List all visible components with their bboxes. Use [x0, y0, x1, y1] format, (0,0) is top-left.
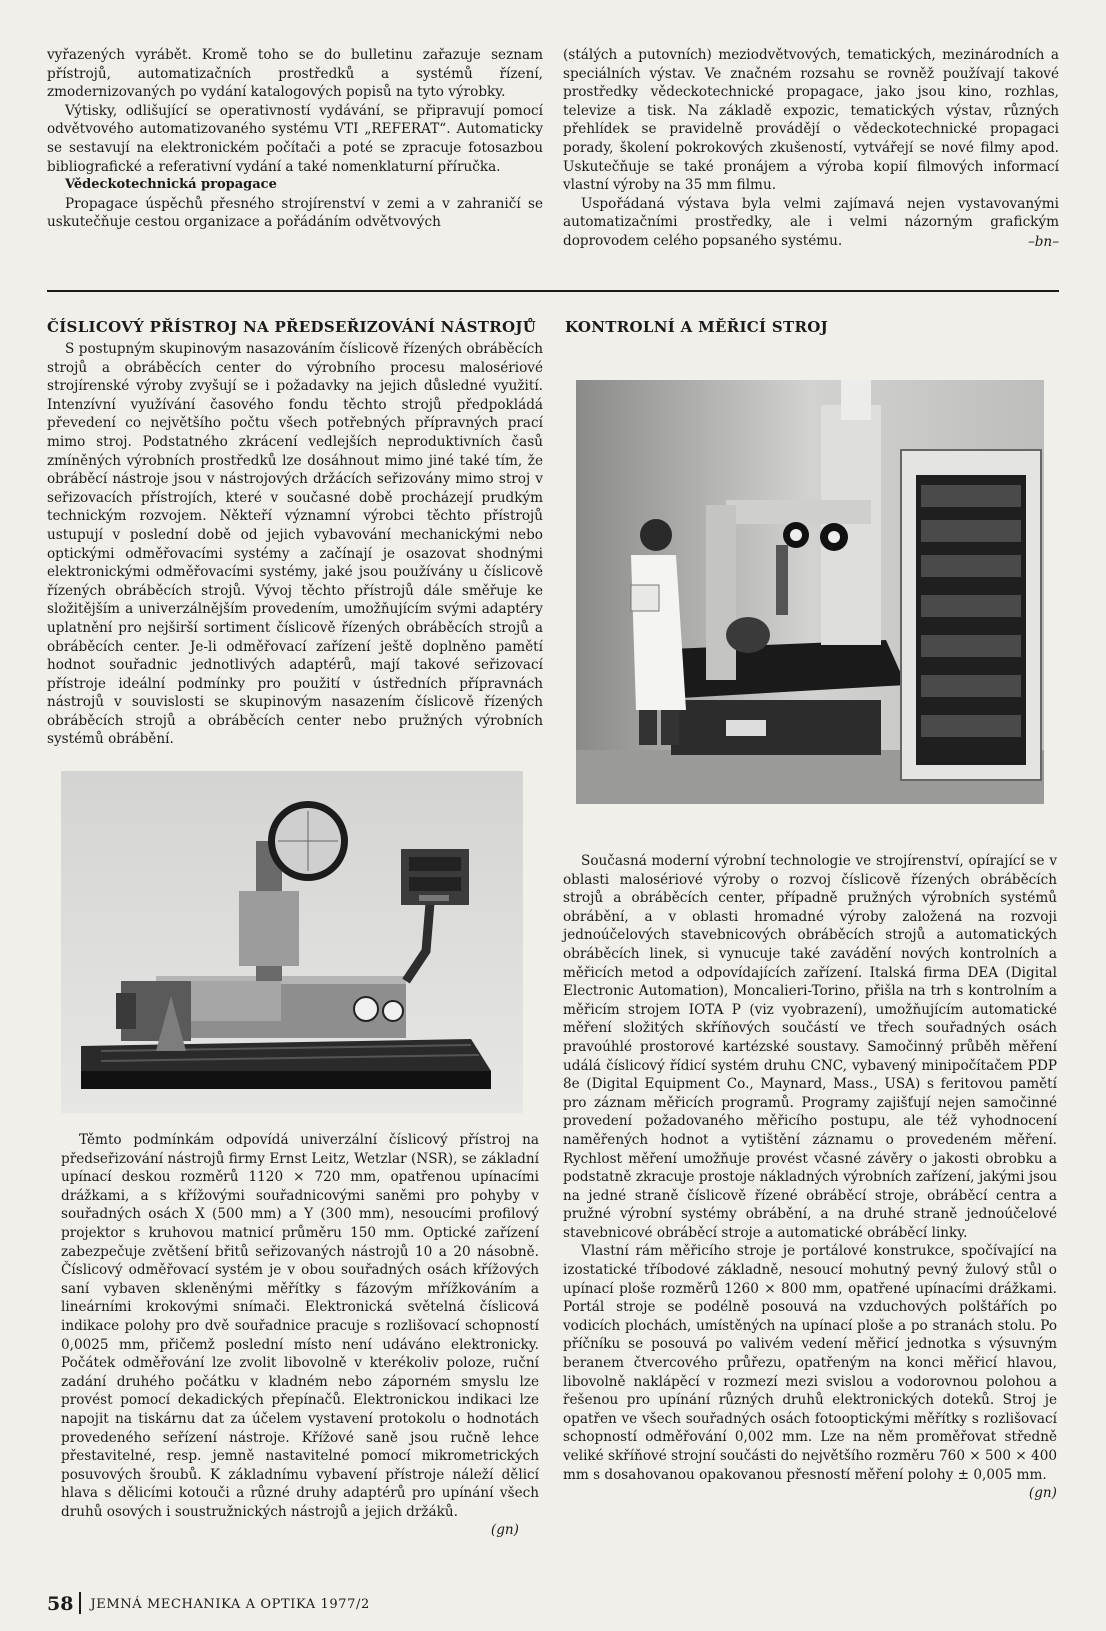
- article-title-right: KONTROLNÍ A MĚŘICÍ STROJ: [565, 318, 828, 336]
- paragraph: Uspořádaná výstava byla velmi zajímavá nejen vystavovanými automatizačními prostředky, ale i velmi názorným grafickým doprovodem celého popsaného systému.: [563, 195, 1059, 249]
- paragraph: Vlastní rám měřicího stroje je portálové konstrukce, spočívající na izostatické tříbodové základně, nesoucí mohutný pevný žulový stůl o upínací ploše rozměrů 1260 × 800 mm, opatřené upínacími drážkami. Portál stroje se podélně posouvá na vzduchových polštářích po vodicích plochách, umístěných na upínací ploše a po stranách stolu. Po příčníku se posouvá po valivém vedení měřicí jednotka s výsuvným beranem čtvercového průřezu, opatřeným na konci měřicí hlavou, libovolně naklápěcí v rozmezí mezi svislou a vodorovnou polohou a řešenou pro upínání různých druhů elektronických doteků. Stroj je opatřen ve všech souřadných osách fotooptickými měřítky s rozlišovací schopností odměřování 0,002 mm. Lze na něm proměřovat středně veliké skříňové strojní součásti do největšího rozměru 760 × 500 × 400 mm s dosahovanou opakovanou přesností měření polohy ± 0,005 mm.: [563, 1243, 1057, 1483]
- tool-presetter-image: [61, 771, 523, 1113]
- paragraph: Těmto podmínkám odpovídá univerzální číslicový přístroj na předseřizování nástrojů firmy Ernst Leitz, Wetzlar (NSR), se základní upínací deskou rozměrů 1120 × 720 mm, opatřenou upínacími drážkami, a s křížovými souřadnicovými saněmi pro pohyby v souřadných osách X (500 mm) a Y (300 mm), nesoucími profilový projektor s kruhovou matnicí průměru 150 mm. Optické zařízení zabezpečuje zvětšení břitů seřizovaných nástrojů 10 a 20 násobně. Číslicový odměřovací systém je v obou souřadných osách křížových saní vybaven skleněnými měřítky s fázovým mřížkováním a lineárními krokovými snímači. Elektronická světelná číslicová indikace polohy pro dvě souřadnice pracuje s rozlišovací schopností 0,0025 mm, přičemž poslední místo není udáváno elektronicky. Počátek odměřování lze zvolit libovolně v kterékoliv poloze, ruční zadání druhého počátku v kladném nebo záporném smyslu lze provést pomocí dekadických přepínačů. Elektronickou indikaci lze napojit na tiskárnu dat za účelem vystavení protokolu o hodnotách provedeného seřízení nástroje. Křížové saně jsou ručně lehce přestavitelné, resp. jemně nastavitelné pomocí mikrometrických posuvových šroubů. K základnímu vybavení přístroje náleží dělicí hlava s dělicími kotouči a různé druhy adaptérů pro upínání všech druhů osových i soustružnických nástrojů a jejich držáků.: [61, 1132, 539, 1520]
- left-article-body: [61, 1131, 539, 1540]
- footer-divider: [79, 1592, 81, 1614]
- paragraph: Současná moderní výrobní technologie ve strojírenství, opírající se v oblasti malosériové výroby o rozvoj číslicově řízených obráběcích strojů a obráběcích center, případně pružných výrobních systémů obrábění, a v oblasti hromadné výroby založená na rozvoji jednoúčelových stavebnicových obráběcích strojů a automatických obráběcích linek, si vynucuje také zavádění nových kontrolních a měřicích metod a odpovídajících zařízení. Italská firma DEA (Digital Electronic Automation), Moncalieri-Torino, přišla na trh s kontrolním a měřicím strojem IOTA P (viz vyobrazení), umožňujícím automatické měření složitých skříňových součástí ve třech souřadných osách pravoúhlé prostorové kartézské soustavy. Samočinný průběh měření událá číslicový řídicí systém druhu CNC, vybavený minipočítačem PDP 8e (Digital Equipment Co., Maynard, Mass., USA) s feritovou pamětí pro záznam měřicích programů. Programy zajišťují nejen samočinné provedení požadovaného měřicího postupu, ale též vyhodnocení naměřených hodnot a vytištění záznamu o provedeném měření. Rychlost měření umožňuje provést včasné závěry o jakosti obrobku a podstatně zkracuje prostoje nákladných výrobních zařízení, jakými jsou na jedné straně číslicově řízené obráběcí stroje, obráběcí centra a pružné výrobní systémy obrábění, a na druhé straně jednoúčelové stavebnicové obráběcí stroje a automatické obráběcí linky.: [563, 853, 1057, 1241]
- measuring-machine-image: [576, 380, 1044, 804]
- article-title-left: ČÍSLICOVÝ PŘÍSTROJ NA PŘEDSEŘIZOVÁNÍ NÁSTROJŮ: [47, 318, 537, 336]
- paragraph: S postupným skupinovým nasazováním číslicově řízených obráběcích strojů a obráběcích center do výrobního procesu malosériové strojírenské výroby zvyšují se i požadavky na jejich důsledné využití. Intenzívní využívání časového fondu těchto strojů předpokládá převedení co největšího počtu všech potřebných přípravných prací mimo stroj. Podstatného zkrácení vedlejších neproduktivních časů zmíněných výrobních prostředků lze dosáhnout mimo jiné také tím, že obráběcí nástroje jsou v nástrojových držácích seřizovány mimo stroj v seřizovacích přístrojích, které v současné době procházejí prudkým technickým rozvojem. Někteří významní výrobci těchto přístrojů ustupují v poslední době od jejich vybavování mechanickými nebo optickými odměřovacími systémy a začínají je osazovat shodnými elektronickými odměřovacími systémy, jaké jsou používány u číslicově řízených obráběcích strojů. Vývoj těchto přístrojů dále směřuje ke složitějším a univerzálnějším provedením, umožňujícím svými adaptéry uplatnění pro nejširší sortiment číslicově řízených obráběcích strojů a obráběcích center. Je-li odměřovací zařízení ještě doplněno pamětí hodnot souřadnic jednotlivých adaptérů, mají takové seřizovací přístroje ideální podmínky pro použití v ústředních přípravnách nástrojů v souvislosti se skupinovým nasazením číslicově řízených obráběcích strojů a obráběcích center nebo pružných výrobních systémů obrábění.: [47, 341, 543, 748]
- measuring-machine-photo: [576, 380, 1044, 804]
- paragraph: Propagace úspěchů přesného strojírenství v zemi a v zahraničí se uskutečňuje cestou organizace a pořádáním odvětvových: [47, 195, 543, 231]
- section-divider: [47, 290, 1059, 292]
- left-article-intro: [47, 340, 543, 749]
- signature: –bn–: [1027, 233, 1059, 250]
- page-number: 58: [47, 1593, 74, 1615]
- paragraph: Výtisky, odlišující se operativností vydávání, se připravují pomocí odvětvového automatizovaného systému VTI „REFERAT“. Automaticky se sestavují na elektronickém počítači a poté se zpracuje fotosazbou bibliografické a referativní vydání a také nomenklaturní příručka.: [47, 102, 543, 175]
- signature: (gn): [1028, 1485, 1057, 1502]
- paragraph: (stálých a putovních) meziodvětvových, tematických, mezinárodních a speciálních výstav. Ve značném rozsahu se rovněž používají takové prostředky vědeckotechnické propagace, jako jsou kino, rozhlas, televize a tisk. Na základě expozic, tematických výstav, různých přehlídek se pravidelně provádějí o vědeckotechnické propagaci porady, školení pokrokových zkušeností, vytvářejí se nové filmy apod. Uskutečňuje se také pronájem a výroba kopií filmových informací vlastní výroby na 35 mm filmu.: [563, 47, 1059, 194]
- top-left-column: [47, 46, 543, 232]
- tool-presetting-instrument-photo: [61, 771, 523, 1113]
- signature: (gn): [490, 1522, 519, 1539]
- section-subheading: Vědeckotechnická propagace: [65, 177, 277, 193]
- journal-name: JEMNÁ MECHANIKA A OPTIKA 1977/2: [90, 1597, 370, 1612]
- top-right-column: [563, 46, 1059, 251]
- right-article-body: [563, 852, 1057, 1503]
- page-footer: [47, 1592, 370, 1615]
- paragraph: vyřazených vyrábět. Kromě toho se do bulletinu zařazuje seznam přístrojů, automatizačních prostředků a systémů řízení, zmodernizovaných po vydání katalogových popisů na tyto výrobky.: [47, 47, 543, 101]
